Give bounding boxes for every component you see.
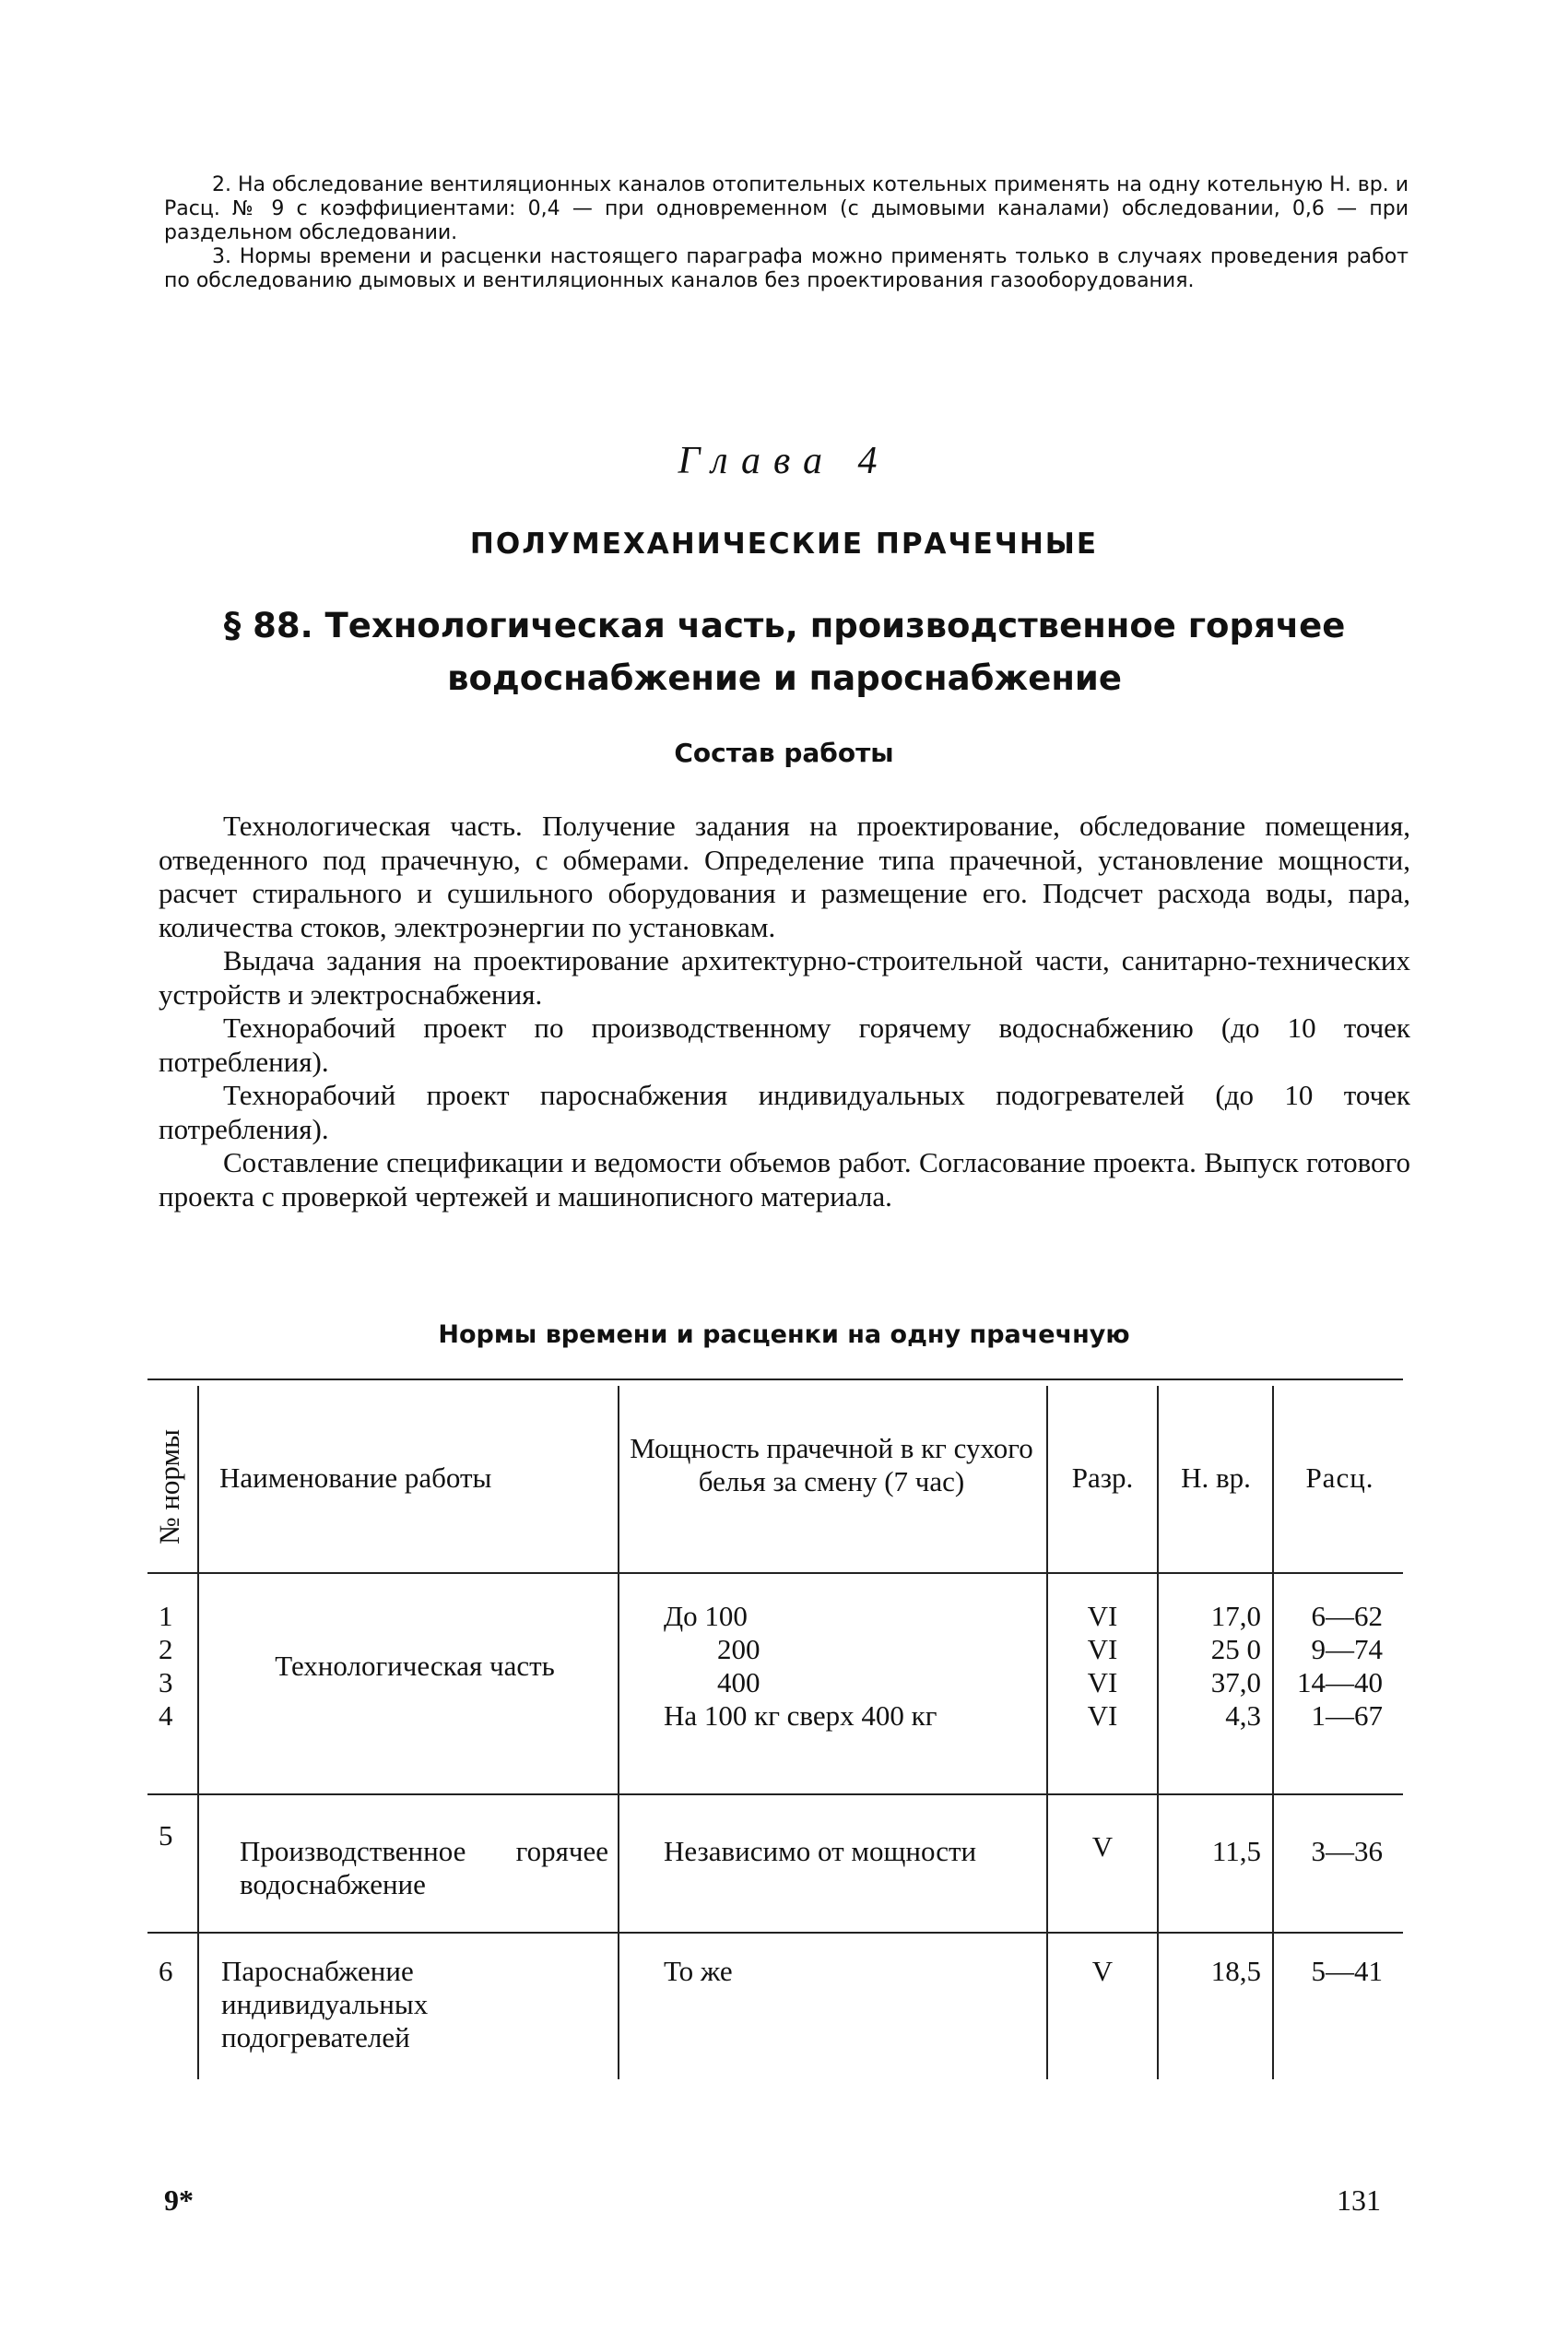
grade-cell: VI xyxy=(1087,1666,1118,1698)
rate-cell: 3—36 xyxy=(1311,1835,1383,1867)
note-2: 2. На обследование вентиляционных каналов отопительных котельных применять на одну котельную Н. вр. и Расц. № 9 с коэффициентами: 0,4 — при одновременном (с дымовыми каналами) обследовании, 0,6 — при раздельном обследовании. xyxy=(164,173,1409,244)
norms-table xyxy=(147,1378,1403,2079)
time-cell: 11,5 xyxy=(1211,1835,1261,1867)
rate-cell: 14—40 xyxy=(1297,1666,1383,1698)
time-cell: 37,0 xyxy=(1210,1666,1261,1698)
paragraph: Технорабочий проект пароснабжения индивидуальных подогревателей (до 10 точек потребления). xyxy=(159,1079,1410,1145)
subheading: Состав работы xyxy=(674,738,894,768)
grade-cell: VI xyxy=(1087,1699,1118,1732)
row-num: 1 xyxy=(159,1600,173,1632)
grade-cell: VI xyxy=(1087,1600,1118,1632)
paragraph: Технорабочий проект по производственному горячему водоснабжению (до 10 точек потребления). xyxy=(159,1012,1410,1078)
rate-cell: 6—62 xyxy=(1311,1600,1383,1632)
grade-cell: V xyxy=(1091,1955,1114,1987)
row-rule xyxy=(147,1932,1403,1934)
capacity-cell: То же xyxy=(664,1955,733,1987)
rate-cell: 1—67 xyxy=(1311,1699,1383,1732)
capacity-cell: 400 xyxy=(717,1666,760,1698)
column-rule xyxy=(618,1386,619,2079)
work-description xyxy=(159,810,1410,1213)
row-num: 2 xyxy=(159,1633,173,1665)
time-cell: 4,3 xyxy=(1225,1699,1261,1732)
work-name: Производственное горячее водоснабжение xyxy=(240,1835,608,1900)
row-num: 6 xyxy=(159,1955,173,1987)
column-rule xyxy=(1272,1386,1274,2079)
footnotes xyxy=(164,173,1409,293)
capacity-cell: На 100 кг сверх 400 кг xyxy=(664,1699,937,1732)
page-number: 131 xyxy=(1337,2183,1381,2217)
row-num: 4 xyxy=(159,1699,173,1732)
header-rule xyxy=(147,1572,1403,1574)
chapter-heading: Глава 4 xyxy=(678,440,890,482)
column-rule xyxy=(1157,1386,1159,2079)
grade-cell: V xyxy=(1091,1830,1114,1863)
time-cell: 17,0 xyxy=(1210,1600,1261,1632)
section-title: § 88. Технологическая часть, производственное горячее водоснабжение и пароснабжение xyxy=(223,606,1346,698)
work-name: Технологическая часть xyxy=(275,1650,555,1682)
header-name: Наименование работы xyxy=(219,1461,492,1494)
time-cell: 18,5 xyxy=(1210,1955,1261,1987)
row-num: 3 xyxy=(159,1666,173,1698)
rate-cell: 9—74 xyxy=(1311,1633,1383,1665)
header-time: Н. вр. xyxy=(1181,1461,1251,1494)
paragraph: Выдача задания на проектирование архитектурно-строительной части, санитарно-технических устройств и электроснабжения. xyxy=(159,944,1410,1011)
row-rule xyxy=(147,1793,1403,1795)
rate-cell: 5—41 xyxy=(1311,1955,1383,1987)
column-rule xyxy=(1046,1386,1048,2079)
column-rule xyxy=(197,1386,199,2079)
table-title: Нормы времени и расценки на одну прачечную xyxy=(438,1320,1130,1349)
chapter-title: ПОЛУМЕХАНИЧЕСКИЕ ПРАЧЕЧНЫЕ xyxy=(469,527,1099,561)
capacity-cell: 200 xyxy=(717,1633,760,1665)
header-grade: Разр. xyxy=(1071,1461,1134,1494)
paragraph: Технологическая часть. Получение задания на проектирование, обследование помещения, отведенного под прачечную, с обмерами. Определение типа прачечной, установление мощности, расчет стирального и сушильного оборудования и размещение его. Подсчет расхода воды, пара, количества стоков, электроэнергии по установкам. xyxy=(159,810,1410,943)
grade-cell: VI xyxy=(1087,1633,1118,1665)
time-cell: 25 0 xyxy=(1210,1633,1261,1665)
header-rate: Расц. xyxy=(1305,1461,1374,1494)
note-3: 3. Нормы времени и расценки настоящего параграфа можно применять только в случаях проведения работ по обследованию дымовых и вентиляционных каналов без проектирования газооборудования. xyxy=(164,245,1409,292)
header-capacity: Мощность прачечной в кг сухого белья за смену (7 час) xyxy=(630,1432,1033,1497)
table-top-rule xyxy=(147,1378,1403,1380)
paragraph: Составление спецификации и ведомости объемов работ. Согласование проекта. Выпуск готового проекта с проверкой чертежей и машинописного материала. xyxy=(159,1146,1410,1213)
capacity-cell: До 100 xyxy=(664,1600,748,1632)
header-num: № нормы xyxy=(153,1429,185,1544)
work-name: Пароснабжение индивидуальных подогревателей xyxy=(221,1955,429,2053)
row-num: 5 xyxy=(159,1819,173,1852)
signature-mark: 9* xyxy=(164,2183,194,2217)
capacity-cell: Независимо от мощности xyxy=(664,1835,977,1867)
